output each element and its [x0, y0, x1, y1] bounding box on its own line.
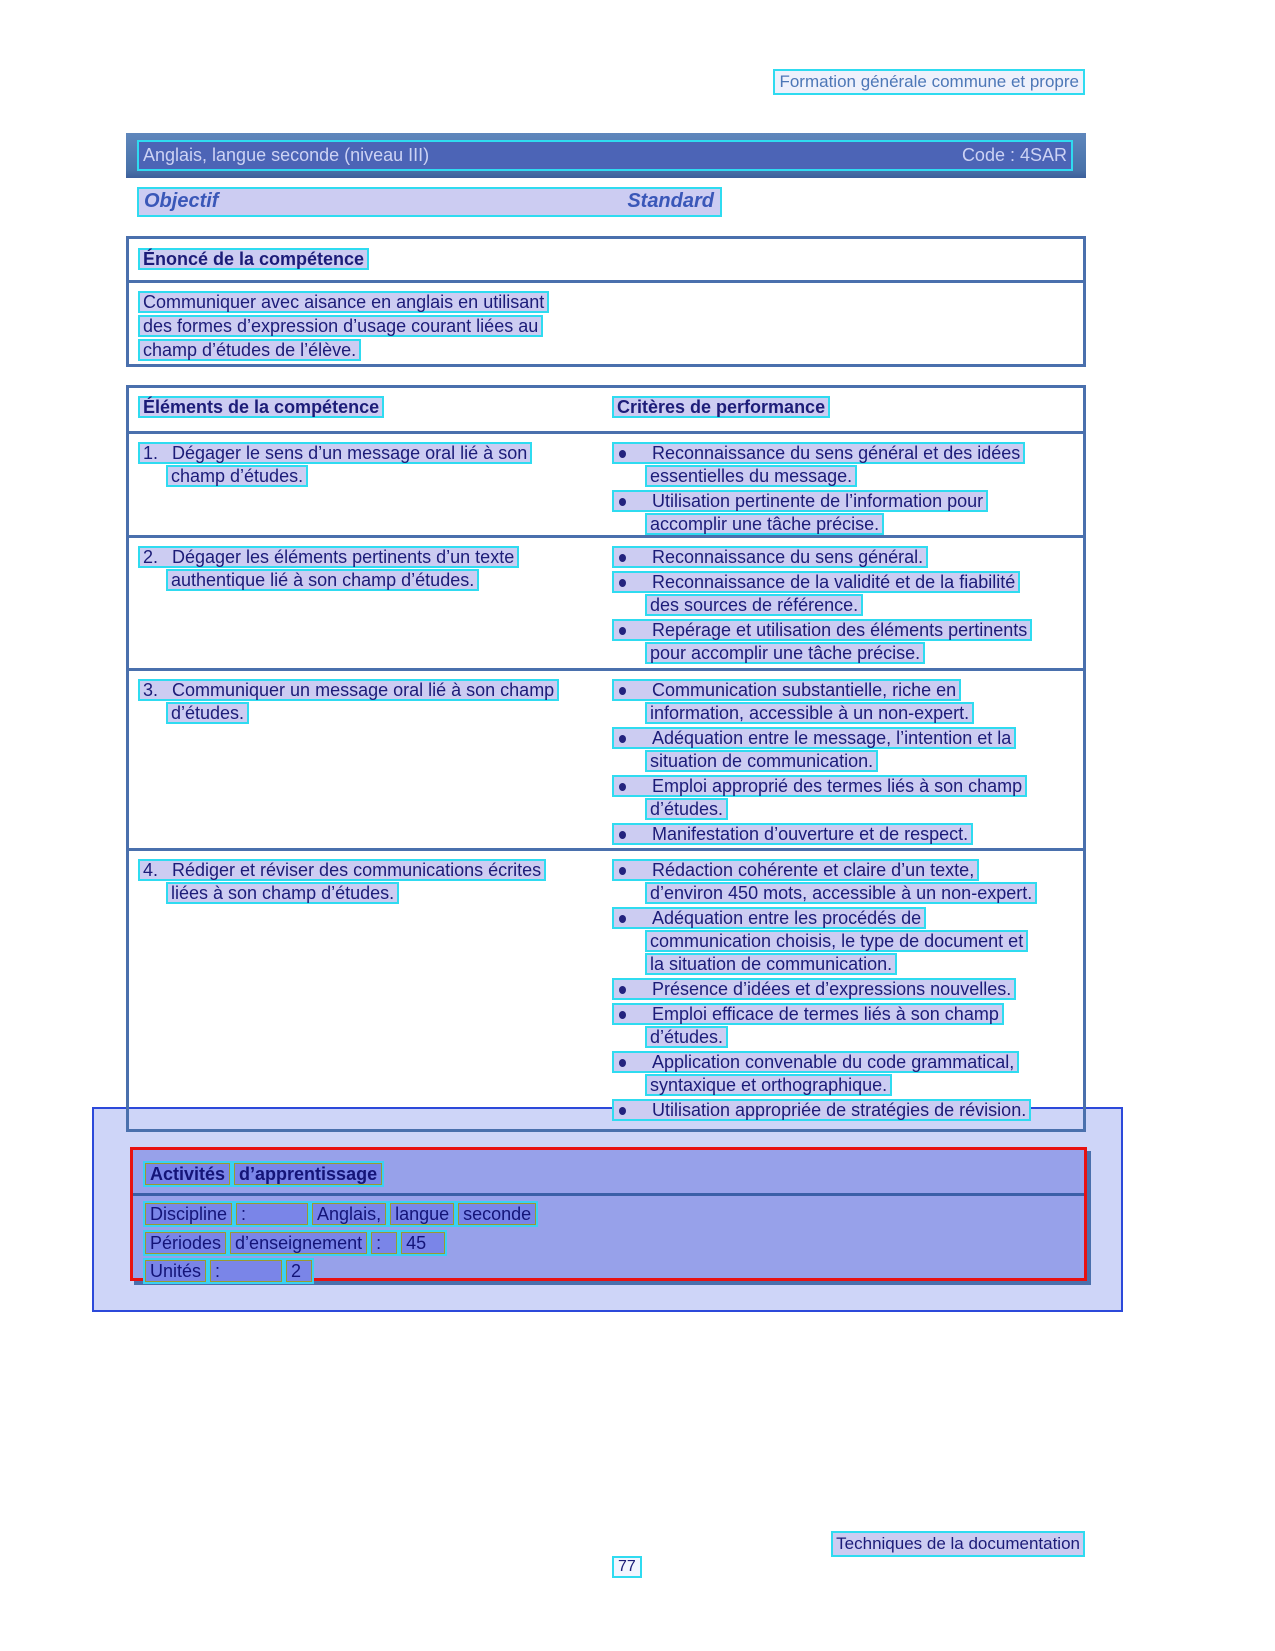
course-code: Code : 4SAR [961, 145, 1067, 165]
item-line: Communiquer un message oral lié à son champ [172, 680, 555, 700]
activites-title-word: Activités [145, 1163, 230, 1185]
discipline-line [143, 1201, 538, 1227]
criteria-line: Repérage et utilisation des éléments pertinents [652, 620, 1028, 640]
standard-heading: Standard [627, 190, 714, 212]
criteria-line: Emploi efficace de termes liés à son champ [652, 1004, 999, 1024]
criteria-line: essentielles du message. [645, 465, 857, 487]
activites-title-word: d’apprentissage [234, 1163, 382, 1185]
word-box: 45 [401, 1232, 445, 1254]
course-title: Anglais, langue seconde (niveau III) [143, 145, 430, 165]
item-number: 2. [143, 547, 159, 567]
enonce-line: champ d’études de l’élève. [138, 339, 361, 361]
criteria-line: Reconnaissance du sens général. [652, 547, 924, 567]
activites-title-line [143, 1161, 384, 1187]
bullet-icon [619, 579, 626, 587]
enonce-title: Énoncé de la compétence [138, 248, 369, 270]
enonce-header [129, 239, 1083, 283]
enonce-body [129, 283, 1083, 363]
criteria-line: syntaxique et orthographique. [645, 1074, 892, 1096]
criteria-line: pour accomplir une tâche précise. [645, 642, 925, 664]
item-number: 3. [143, 680, 159, 700]
word-box: d’enseignement [230, 1232, 367, 1254]
competence-table [126, 385, 1086, 1132]
bullet-icon [619, 1011, 626, 1019]
table-row [129, 848, 1083, 1129]
word-box: seconde [458, 1203, 536, 1225]
criteria-line: Reconnaissance de la validité et de la fiabilité [652, 572, 1016, 592]
element-cell [138, 546, 519, 592]
bullet-icon [619, 735, 626, 743]
criteria-line: Présence d’idées et d’expressions nouvelles. [652, 979, 1012, 999]
criteria-line: Adéquation entre le message, l’intention et la [652, 728, 1012, 748]
bullet-icon [619, 627, 626, 635]
word-box: : [210, 1260, 282, 1282]
criteria-line: Reconnaissance du sens général et des idées [652, 443, 1021, 463]
bullet-icon [619, 915, 626, 923]
criteria-line: accomplir une tâche précise. [645, 513, 884, 535]
bullet-icon [619, 498, 626, 506]
bullet-icon [619, 554, 626, 562]
criteria-line: d’études. [645, 1026, 728, 1048]
table-header-row [129, 388, 1083, 431]
criteria-line: Application convenable du code grammatical, [652, 1052, 1015, 1072]
activites-box [130, 1147, 1087, 1281]
enonce-box [126, 236, 1086, 367]
criteria-line: d’études. [645, 798, 728, 820]
criteria-cell [612, 546, 1032, 665]
page-number: 77 [612, 1556, 642, 1578]
course-title-bar [126, 133, 1086, 178]
unites-line [143, 1258, 314, 1284]
bullet-icon [619, 867, 626, 875]
criteria-cell [612, 442, 1025, 536]
item-number: 1. [143, 443, 159, 463]
criteria-line: Emploi approprié des termes liés à son champ [652, 776, 1023, 796]
bullet-icon [619, 783, 626, 791]
word-box: 2 [286, 1260, 312, 1282]
enonce-line: des formes d’expression d’usage courant liées au [138, 315, 543, 337]
objectif-heading: Objectif [144, 190, 219, 212]
word-box: Anglais, [312, 1203, 386, 1225]
col2-header: Critères de performance [612, 396, 830, 418]
item-number: 4. [143, 860, 159, 880]
criteria-line: Communication substantielle, riche en [652, 680, 957, 700]
bullet-icon [619, 1059, 626, 1067]
item-line: authentique lié à son champ d’études. [166, 569, 479, 591]
table-row [129, 668, 1083, 848]
table-row [129, 431, 1083, 535]
item-line: liées à son champ d’études. [166, 882, 399, 904]
word-box: Unités [145, 1260, 206, 1282]
criteria-line: Utilisation pertinente de l’information pour [652, 491, 984, 511]
bullet-icon [619, 986, 626, 994]
item-line: d’études. [166, 702, 249, 724]
running-header: Formation générale commune et propre [773, 69, 1085, 95]
criteria-line: des sources de référence. [645, 594, 863, 616]
item-line: Dégager les éléments pertinents d’un texte [172, 547, 515, 567]
word-box: langue [390, 1203, 454, 1225]
element-cell [138, 679, 559, 725]
word-box: Discipline [145, 1203, 232, 1225]
bullet-icon [619, 831, 626, 839]
element-cell [138, 859, 546, 905]
item-line: Dégager le sens d’un message oral lié à son [172, 443, 528, 463]
criteria-line: Manifestation d’ouverture et de respect. [652, 824, 969, 844]
bullet-icon [619, 450, 626, 458]
criteria-line: Rédaction cohérente et claire d’un texte, [652, 860, 975, 880]
activites-divider [133, 1193, 1084, 1196]
bullet-icon [619, 687, 626, 695]
course-title-strip [137, 140, 1073, 171]
criteria-line: information, accessible à un non-expert. [645, 702, 974, 724]
criteria-line: situation de communication. [645, 750, 878, 772]
criteria-line: Adéquation entre les procédés de [652, 908, 922, 928]
word-box: Périodes [145, 1232, 226, 1254]
criteria-line: communication choisis, le type de document et [645, 930, 1028, 952]
footer-program-label: Techniques de la documentation [831, 1531, 1085, 1557]
criteria-line: d’environ 450 mots, accessible à un non-expert. [645, 882, 1037, 904]
criteria-line: Utilisation appropriée de stratégies de révision. [652, 1100, 1027, 1120]
criteria-cell [612, 679, 1027, 846]
bullet-icon [619, 1107, 626, 1115]
periodes-line [143, 1230, 447, 1256]
objective-standard-strip [137, 187, 722, 217]
col1-header: Éléments de la compétence [138, 396, 384, 418]
table-row [129, 535, 1083, 668]
element-cell [138, 442, 532, 488]
criteria-cell [612, 859, 1037, 1122]
item-line: champ d’études. [166, 465, 308, 487]
enonce-line: Communiquer avec aisance en anglais en utilisant [138, 291, 549, 313]
criteria-line: la situation de communication. [645, 953, 897, 975]
word-box: : [371, 1232, 397, 1254]
item-line: Rédiger et réviser des communications écrites [172, 860, 542, 880]
word-box: : [236, 1203, 308, 1225]
